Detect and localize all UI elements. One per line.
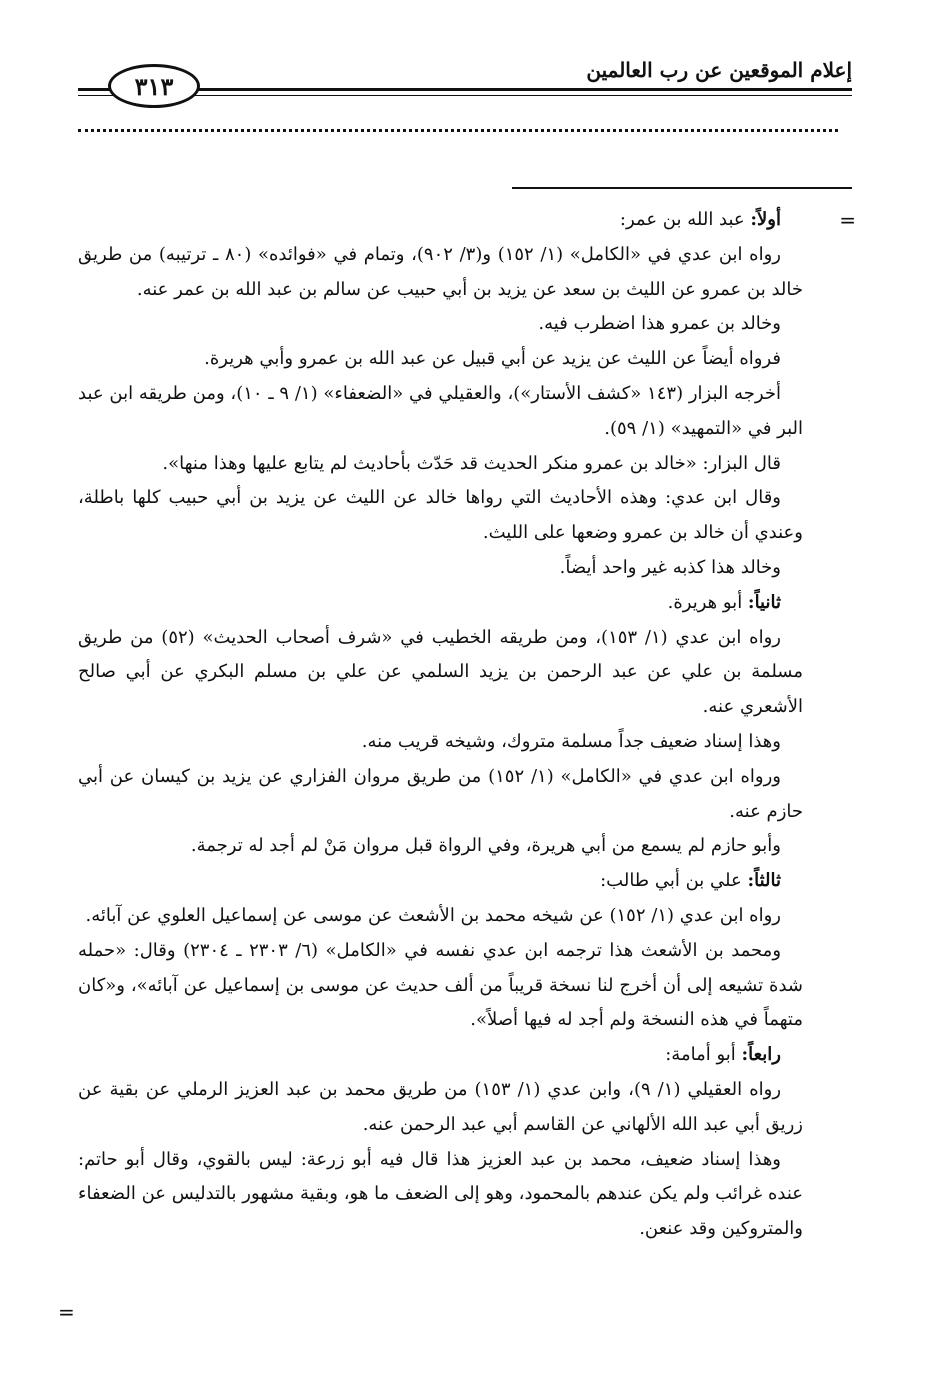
paragraph-text: وأبو حازم لم يسمع من أبي هريرة، وفي الرواة قبل مروان مَنْ لم أجد له ترجمة. <box>190 835 781 857</box>
footnote-paragraph <box>78 447 803 482</box>
footnote-paragraph <box>78 1143 803 1247</box>
paragraph-text: قال البزار: «خالد بن عمرو منكر الحديث قد حَدّث بأحاديث لم يتابع عليها وهذا منها». <box>162 452 781 474</box>
section-heading: أولاً: <box>750 209 781 230</box>
footnote-paragraph <box>78 829 803 864</box>
footnote-continuation-mark-bottom: = <box>58 1300 75 1324</box>
footnote-paragraph <box>78 725 803 760</box>
footnote-paragraph <box>78 238 803 308</box>
running-header-title: إعلام الموقعين عن رب العالمين <box>586 58 852 82</box>
paragraph-text: أخرجه البزار (١٤٣ «كشف الأستار»)، والعقيلي في «الضعفاء» (١/ ٩ ـ ١٠)، ومن طريقه ابن عبد البر في «التمهيد» (١/ ٥٩). <box>78 382 803 439</box>
paragraph-text: رواه ابن عدي (١/ ١٥٣)، ومن طريقه الخطيب في «شرف أصحاب الحديث» (٥٢) من طريق مسلمة بن علي عن عبد الرحمن بن يزيد السلمي عن علي بن مسلم البكري عن أبي صالح الأشعري عنه. <box>78 626 803 718</box>
footnote-paragraph <box>78 760 803 830</box>
paragraph-text: رواه العقيلي (١/ ٩)، وابن عدي (١/ ١٥٣) من طريق محمد بن عبد العزيز الرملي عن بقية عن زريق أبي عبد الله الألهاني عن القاسم أبي عبد الرحمن عنه. <box>78 1078 803 1135</box>
paragraph-text: رواه ابن عدي في «الكامل» (١/ ١٥٢) و(٣/ ٩٠٢)، وتمام في «فوائده» (٨٠ ـ ترتيبه) من طريق خالد بن عمرو عن الليث بن سعد عن يزيد بن أبي حبيب عن سالم بن عبد الله بن عمر عنه. <box>78 243 803 300</box>
footnote-paragraph <box>78 377 803 447</box>
paragraph-text: ورواه ابن عدي في «الكامل» (١/ ١٥٢) من طريق مروان الفزاري عن يزيد بن كيسان عن أبي حازم عنه. <box>78 765 803 822</box>
footnote-paragraph <box>78 1038 803 1073</box>
footnote-separator-rule <box>512 187 852 189</box>
paragraph-text: عبد الله بن عمر: <box>619 209 751 230</box>
footnote-paragraph <box>78 203 803 238</box>
footnote-paragraph <box>78 586 803 621</box>
paragraph-text: رواه ابن عدي (١/ ١٥٢) عن شيخه محمد بن الأشعث عن موسى عن إسماعيل العلوي عن آبائه. <box>85 904 781 926</box>
paragraph-text: علي بن أبي طالب: <box>600 870 748 892</box>
paragraph-text: وخالد هذا كذبه غير واحد أيضاً. <box>559 556 781 578</box>
paragraph-text: وهذا إسناد ضعيف جداً مسلمة متروك، وشيخه قريب منه. <box>361 730 781 752</box>
footnote-paragraph <box>78 621 803 725</box>
paragraph-text: وخالد بن عمرو هذا اضطرب فيه. <box>538 313 781 335</box>
footnote-paragraph <box>78 551 803 586</box>
footnote-continuation-mark-top: = <box>839 208 856 232</box>
paragraph-text: وهذا إسناد ضعيف، محمد بن عبد العزيز هذا قال فيه أبو زرعة: ليس بالقوي، وقال أبو حاتم: عنده غرائب ولم يكن عندهم بالمحمود، وهو إلى الضعف ما هو، وبقية مشهور بالتدليس عن الضعفاء والمتروكين وقد عنعن. <box>78 1148 803 1240</box>
section-heading: ثالثاً: <box>747 870 781 892</box>
section-heading: رابعاً: <box>741 1044 781 1066</box>
paragraph-text: فرواه أيضاً عن الليث عن يزيد عن أبي قبيل عن عبد الله بن عمرو وأبي هريرة. <box>204 348 781 370</box>
footnote-paragraph <box>78 864 803 899</box>
dotted-separator <box>78 129 838 132</box>
footnote-paragraph <box>78 307 803 342</box>
footnote-paragraph <box>78 481 803 551</box>
footnote-text-block <box>78 203 803 1247</box>
paragraph-text: ومحمد بن الأشعث هذا ترجمه ابن عدي نفسه في «الكامل» (٦/ ٢٣٠٣ ـ ٢٣٠٤) وقال: «حمله شدة تشيعه إلى أن أخرج لنا نسخة قريباً من ألف حديث عن موسى بن إسماعيل عن آبائه»، و«كان متهماً في هذه النسخة ولم أجد له فيها أصلاً». <box>78 939 803 1031</box>
footnote-paragraph <box>78 934 803 1038</box>
paragraph-text: وقال ابن عدي: وهذه الأحاديث التي رواها خالد عن الليث عن يزيد بن أبي حبيب كلها باطلة، وعندي أن خالد بن عمرو وضعها على الليث. <box>78 487 803 544</box>
footnote-paragraph <box>78 1073 803 1143</box>
footnote-paragraph <box>78 342 803 377</box>
page-number-badge: ٣١٣ <box>108 64 200 108</box>
paragraph-text: أبو أمامة: <box>665 1044 742 1066</box>
paragraph-text: أبو هريرة. <box>667 591 748 613</box>
footnote-paragraph <box>78 899 803 934</box>
section-heading: ثانياً: <box>747 591 781 613</box>
